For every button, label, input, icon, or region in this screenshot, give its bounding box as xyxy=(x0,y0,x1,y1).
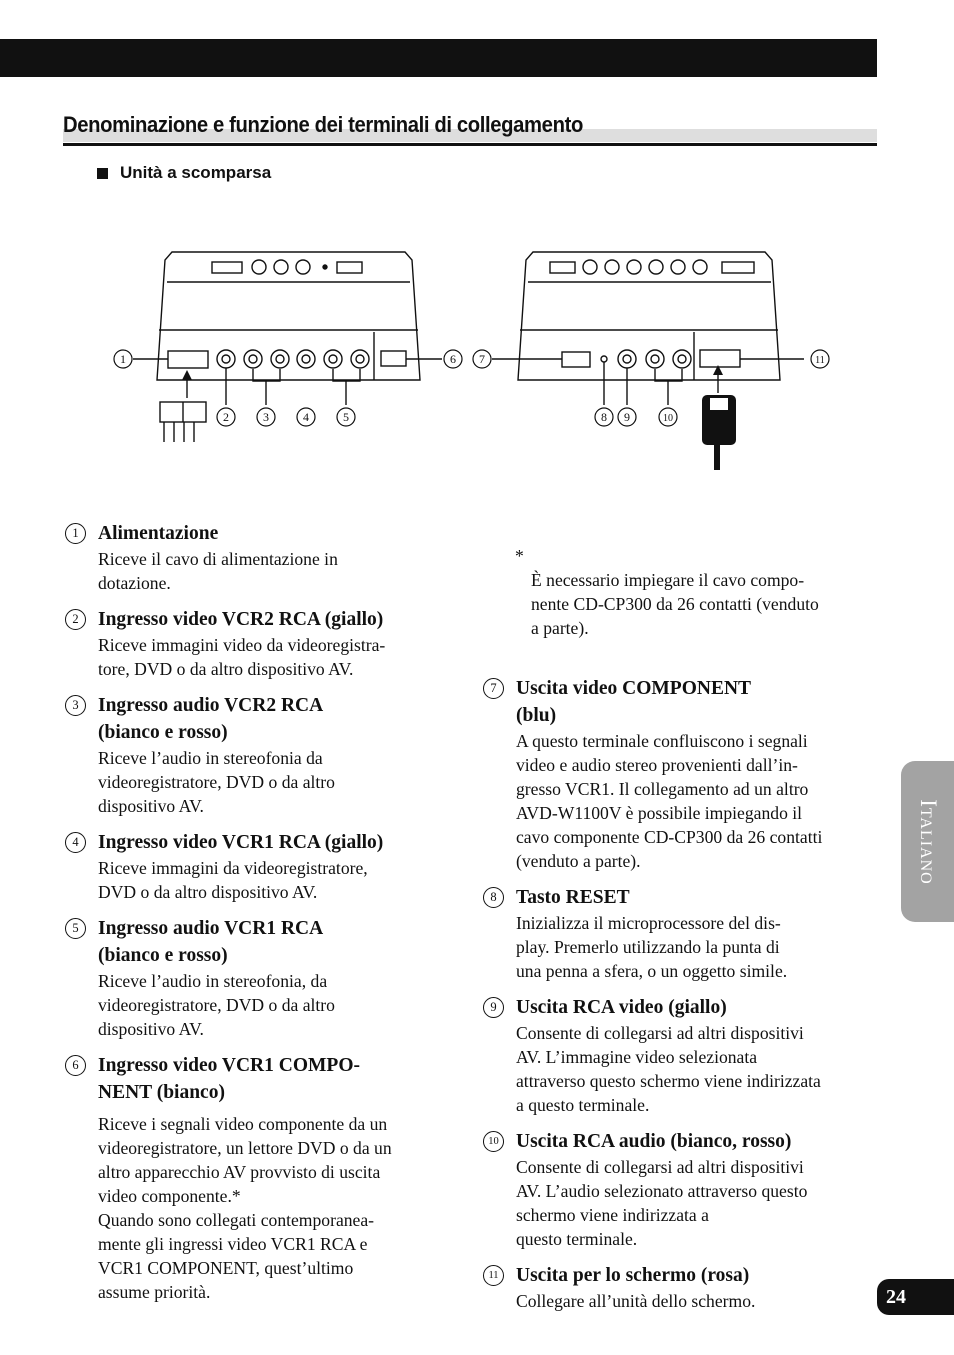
item-number: 6 xyxy=(65,1055,86,1076)
item-desc: Riceve immagini da videoregistratore, DVD o da altro dispositivo AV. xyxy=(98,858,368,902)
item-number: 11 xyxy=(483,1265,504,1286)
callout-11 xyxy=(811,350,829,368)
svg-text:9: 9 xyxy=(624,410,630,424)
svg-text:8: 8 xyxy=(601,410,607,424)
item-4 xyxy=(65,829,450,904)
item-2 xyxy=(65,606,450,681)
item-title: Uscita RCA audio (bianco, rosso) xyxy=(516,1131,792,1152)
item-desc: Riceve i segnali video componente da un videoregistratore, un lettore DVD o da un altro apparecchio AV provvisto di uscita video componente.* Quando sono collegati contemporanea- mente gli ingressi video VCR1 RCA e VCR1 COMPONENT, quest’ultimo assume priorità. xyxy=(98,1114,392,1302)
item-desc: Riceve immagini video da videoregistra- tore, DVD o da altro dispositivo AV. xyxy=(98,635,386,679)
item-desc: Consente di collegarsi ad altri dispositivi AV. L’immagine video selezionata attraverso questo schermo viene indirizzata a questo terminale. xyxy=(516,1023,821,1115)
language-tab-label: Italiano xyxy=(915,798,941,885)
heading-rule xyxy=(63,143,877,146)
item-title: Ingresso audio VCR1 RCA (bianco e rosso) xyxy=(98,918,324,966)
item-title: Uscita RCA video (giallo) xyxy=(516,997,727,1018)
item-8 xyxy=(483,884,883,983)
item-number: 1 xyxy=(65,523,86,544)
callout-7 xyxy=(473,350,491,368)
item-title: Ingresso video VCR2 RCA (giallo) xyxy=(98,609,384,630)
svg-text:10: 10 xyxy=(663,413,673,424)
svg-text:7: 7 xyxy=(479,352,485,366)
section-title: Denominazione e funzione dei terminali di collegamento xyxy=(63,112,583,137)
svg-text:2: 2 xyxy=(223,410,229,424)
callout-10 xyxy=(659,408,677,426)
item-number: 3 xyxy=(65,695,86,716)
svg-text:11: 11 xyxy=(815,355,825,366)
item-desc: Riceve l’audio in stereofonia da videoregistratore, DVD o da altro dispositivo AV. xyxy=(98,748,335,816)
footnote-mark: * xyxy=(515,546,524,566)
callout-2 xyxy=(217,408,235,426)
callout-1 xyxy=(114,350,132,368)
callout-6 xyxy=(444,350,462,368)
item-title: Ingresso video VCR1 RCA (giallo) xyxy=(98,832,384,853)
item-3 xyxy=(65,692,450,818)
item-7 xyxy=(483,675,883,873)
item-number: 2 xyxy=(65,609,86,630)
callout-4 xyxy=(297,408,315,426)
callout-5 xyxy=(337,408,355,426)
item-6 xyxy=(65,1052,450,1304)
item-title: Ingresso audio VCR2 RCA (bianco e rosso) xyxy=(98,695,324,743)
item-number: 8 xyxy=(483,887,504,908)
svg-text:5: 5 xyxy=(343,410,349,424)
item-1 xyxy=(65,520,450,595)
item-9 xyxy=(483,994,883,1117)
right-unit-body xyxy=(518,252,780,380)
item-title: Ingresso video VCR1 COMPO- NENT (bianco) xyxy=(98,1055,360,1103)
subsection-heading xyxy=(97,163,271,183)
item-title: Uscita per lo schermo (rosa) xyxy=(516,1265,750,1286)
item-desc: Inizializza il microprocessore del dis- play. Premerlo utilizzando la punta di una penna a sfera, o un oggetto simile. xyxy=(516,913,788,981)
footnote-text: È necessario impiegare il cavo compo- nente CD-CP300 da 26 contatti (venduto a parte). xyxy=(531,570,819,638)
power-connector xyxy=(168,351,208,368)
section-heading xyxy=(63,112,877,147)
item-desc: Riceve il cavo di alimentazione in dotazione. xyxy=(98,549,338,593)
item-desc: Consente di collegarsi ad altri dispositivi AV. L’audio selezionato attraverso questo schermo viene indirizzata a questo terminale. xyxy=(516,1157,808,1249)
page-number: 24 xyxy=(877,1279,954,1315)
callout-8 xyxy=(595,408,613,426)
item-title: Uscita video COMPONENT (blu) xyxy=(516,678,752,726)
item-number: 7 xyxy=(483,678,504,699)
svg-text:4: 4 xyxy=(303,410,309,424)
item-number: 5 xyxy=(65,918,86,939)
header-bar xyxy=(0,39,877,77)
item-desc: Riceve l’audio in stereofonia, da videoregistratore, DVD o da altro dispositivo AV. xyxy=(98,971,335,1039)
callout-9 xyxy=(618,408,636,426)
item-5 xyxy=(65,915,450,1041)
svg-text:6: 6 xyxy=(450,352,456,366)
item-title: Tasto RESET xyxy=(516,887,630,908)
left-column xyxy=(65,520,450,1304)
connector-diagram xyxy=(100,235,840,480)
language-tab xyxy=(901,761,954,922)
item-11 xyxy=(483,1262,883,1313)
right-column xyxy=(483,520,883,1313)
bullet-square-icon xyxy=(97,168,108,179)
item-desc: A questo terminale confluiscono i segnali video e audio stereo provenienti dall’in- gresso VCR1. Il collegamento ad un altro AVD-W1100V è possibile impiegando il cavo componente CD-CP300 da 26 contatti (venduto a parte). xyxy=(516,731,823,871)
callout-3 xyxy=(257,408,275,426)
item-desc: Collegare all’unità dello schermo. xyxy=(516,1291,756,1311)
svg-text:3: 3 xyxy=(263,410,269,424)
item-10 xyxy=(483,1128,883,1251)
footnote xyxy=(483,520,883,664)
subsection-title: Unità a scomparsa xyxy=(120,163,272,182)
item-title: Alimentazione xyxy=(98,523,219,544)
item-number: 9 xyxy=(483,997,504,1018)
item-number: 4 xyxy=(65,832,86,853)
item-number: 10 xyxy=(483,1131,504,1152)
svg-text:1: 1 xyxy=(120,352,126,366)
